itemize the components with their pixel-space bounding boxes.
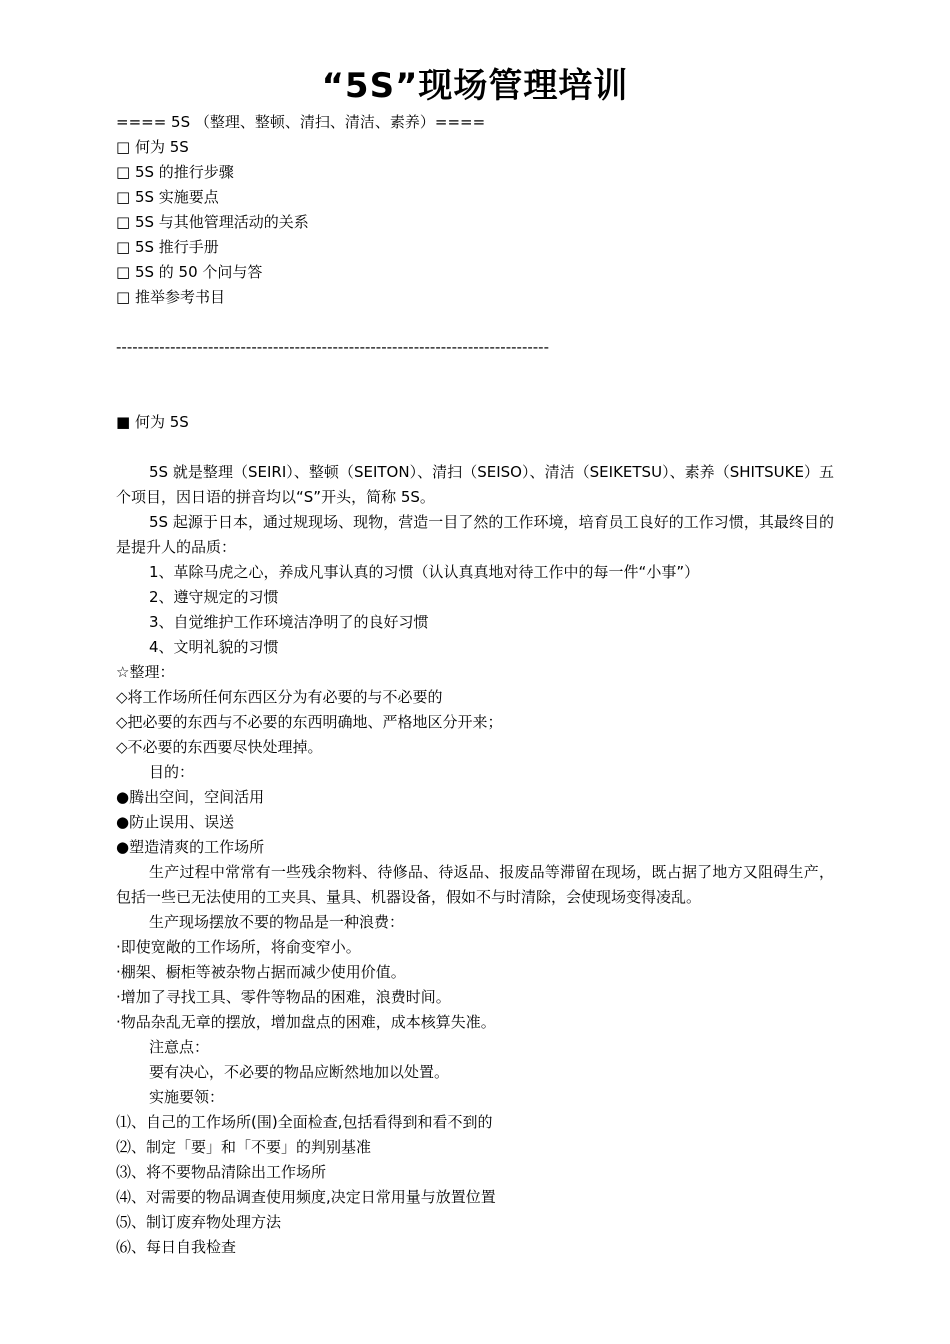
toc-item: □ 推举参考书目 <box>116 288 225 306</box>
toc-item: □ 何为 5S <box>116 138 189 156</box>
toc-item: □ 5S 的 50 个问与答 <box>116 263 263 281</box>
toc-item: □ 5S 与其他管理活动的关系 <box>116 213 309 231</box>
spacer <box>116 435 834 460</box>
production-paragraph: 生产过程中常常有一些残余物料、待修品、待返品、报废品等滞留在现场，既占据了地方又阻碍生产，包括一些已无法使用的工夹具、量具、机器设备，假如不与时清除，会使现场变得凌乱。 <box>116 863 834 906</box>
section-heading: ■ 何为 5S <box>116 413 189 431</box>
spacer <box>116 360 834 385</box>
spacer <box>116 385 834 410</box>
seiri-point: ◇把必要的东西与不必要的东西明确地、严格地区分开来； <box>116 713 503 731</box>
purpose-item: ●腾出空间，空间活用 <box>116 788 265 806</box>
toc-item: □ 5S 推行手册 <box>116 238 219 256</box>
toc-header: ==== 5S （整理、整顿、清扫、清洁、素养）==== <box>116 113 486 131</box>
implementation-label: 实施要领： <box>149 1088 225 1106</box>
waste-item: ·棚架、橱柜等被杂物占据而减少使用价值。 <box>116 963 406 981</box>
purpose-item: ●防止误用、误送 <box>116 813 235 831</box>
goal-item: 3、自觉维护工作环境洁净明了的良好习惯 <box>149 613 429 631</box>
waste-item: ·物品杂乱无章的摆放，增加盘点的困难，成本核算失准。 <box>116 1013 496 1031</box>
note-label: 注意点： <box>149 1038 210 1056</box>
intro-paragraph: 5S 就是整理（SEIRI）、整顿（SEITON）、清扫（SEISO）、清洁（SEIKETSU）、素养（SHITSUKE）五个项目，因日语的拼音均以“S”开头，简称 5S。 <box>116 463 834 506</box>
implementation-step: ⑴、自己的工作场所(围)全面检查,包括看得到和看不到的 <box>116 1113 493 1131</box>
note-text: 要有决心，不必要的物品应断然地加以处置。 <box>149 1063 450 1081</box>
goal-item: 1、革除马虎之心，养成凡事认真的习惯（认认真真地对待工作中的每一件“小事”） <box>149 563 700 581</box>
seiri-point: ◇将工作场所任何东西区分为有必要的与不必要的 <box>116 688 443 706</box>
implementation-step: ⑸、制订废弃物处理方法 <box>116 1213 282 1231</box>
spacer <box>116 310 834 335</box>
implementation-step: ⑹、每日自我检查 <box>116 1238 237 1256</box>
purpose-item: ●塑造清爽的工作场所 <box>116 838 265 856</box>
waste-intro: 生产现场摆放不要的物品是一种浪费： <box>149 913 405 931</box>
toc-item: □ 5S 的推行步骤 <box>116 163 234 181</box>
implementation-step: ⑷、对需要的物品调查使用频度,决定日常用量与放置位置 <box>116 1188 496 1206</box>
origin-paragraph: 5S 起源于日本，通过规现场、现物，营造一目了然的工作环境，培育员工良好的工作习惯，其最终目的是提升人的品质： <box>116 513 834 556</box>
separator-line: -------------------------------------------------------------------------------- <box>116 338 550 356</box>
implementation-step: ⑶、将不要物品清除出工作场所 <box>116 1163 327 1181</box>
purpose-label: 目的： <box>149 763 195 781</box>
document-page <box>116 0 834 1260</box>
waste-item: ·即使宽敞的工作场所，将俞变窄小。 <box>116 938 361 956</box>
seiri-heading: ☆整理： <box>116 663 175 681</box>
seiri-point: ◇不必要的东西要尽快处理掉。 <box>116 738 323 756</box>
waste-item: ·增加了寻找工具、零件等物品的困难，浪费时间。 <box>116 988 451 1006</box>
document-title: “5S”现场管理培训 <box>321 66 629 106</box>
goal-item: 2、遵守规定的习惯 <box>149 588 279 606</box>
implementation-step: ⑵、制定「要」和「不要」的判别基准 <box>116 1138 372 1156</box>
toc-item: □ 5S 实施要点 <box>116 188 219 206</box>
goal-item: 4、文明礼貌的习惯 <box>149 638 279 656</box>
